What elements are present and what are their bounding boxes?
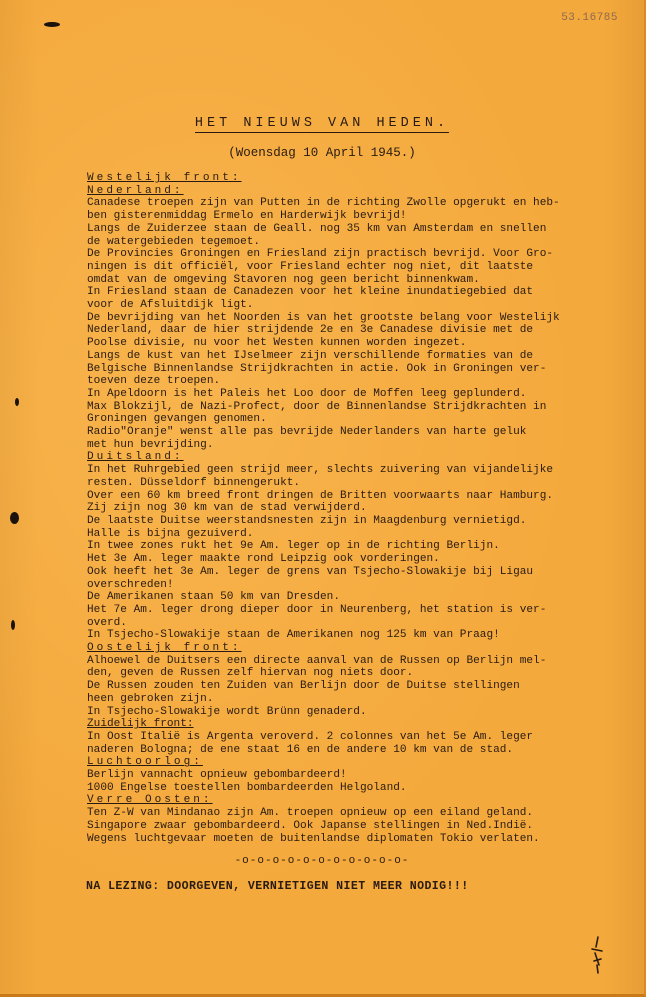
news-line: Max Blokzijl, de Nazi-Profect, door de Binnenlandse Strijdkrachten in xyxy=(87,400,547,413)
news-line: Ten Z-W van Mindanao zijn Am. troepen opnieuw op een eiland geland. xyxy=(87,807,534,820)
news-line: Het 3e Am. leger maakte rond Leipzig ook vorderingen. xyxy=(87,553,440,566)
news-line: In Oost Italië is Argenta veroverd. 2 colonnes van het 5e Am. leger xyxy=(87,730,534,743)
news-line: Belgische Binnenlandse Strijdkrachten in actie. Ook in Groningen ver- xyxy=(87,362,547,375)
news-line: Wegens luchtgevaar moeten de buitenlandse diplomaten Tokio verlaten. xyxy=(87,832,540,845)
footer-warning: NA LEZING: DOORGEVEN, VERNIETIGEN NIET MEER NODIG!!! xyxy=(86,880,469,893)
news-line: De Amerikanen staan 50 km van Dresden. xyxy=(87,591,340,604)
section-heading: Oostelijk front: xyxy=(87,642,242,655)
news-line: De Russen zouden ten Zuiden van Berlijn door de Duitse stellingen xyxy=(87,680,520,693)
news-line: Alhoewel de Duitsers een directe aanval van de Russen op Berlijn mel- xyxy=(87,654,547,667)
ink-speck xyxy=(15,398,19,406)
news-line: 1000 Engelse toestellen bombardeerden Helgoland. xyxy=(87,781,407,794)
news-line: voor de Afsluitdijk ligt. xyxy=(87,299,254,312)
news-line: overschreden! xyxy=(87,578,174,591)
news-line: toeven deze troepen. xyxy=(87,375,221,388)
news-line: den, geven de Russen zelf hiervan nog niets door. xyxy=(87,667,414,680)
news-line: heen gebroken zijn. xyxy=(87,692,214,705)
news-line: resten. Düsseldorf binnengerukt. xyxy=(87,476,301,489)
date-line: (Woensdag 10 April 1945.) xyxy=(228,146,416,160)
news-line: De laatste Duitse weerstandsnesten zijn in Maagdenburg vernietigd. xyxy=(87,514,527,527)
section-heading: Westelijk front: xyxy=(87,172,242,184)
news-line: omdat van de omgeving Stavoren nog geen bericht binnenkwam. xyxy=(87,273,480,286)
ink-speck xyxy=(11,620,15,630)
news-line: Het 7e Am. leger drong dieper door in Neurenberg, het station is ver- xyxy=(87,603,547,616)
news-line: Radio"Oranje" wenst alle pas bevrijde Nederlanders van harte geluk xyxy=(87,426,527,439)
ink-speck xyxy=(44,22,60,27)
news-line: Langs de Zuiderzee staan de Geall. nog 35 km van Amsterdam en snellen xyxy=(87,222,547,235)
page-title xyxy=(0,116,644,131)
pencil-mark xyxy=(586,935,608,975)
news-line: Zij zijn nog 30 km van de stad verwijderd. xyxy=(87,502,367,515)
archive-number: 53.16785 xyxy=(561,12,618,24)
section-heading: Luchtoorlog: xyxy=(87,756,203,769)
news-body xyxy=(87,172,637,845)
news-line: overd. xyxy=(87,616,127,629)
news-line: De bevrijding van het Noorden is van het grootste belang voor Westelijk xyxy=(87,311,560,324)
news-line: naderen Bologna; de ene staat 16 en de andere 10 km van de stad. xyxy=(87,743,514,756)
news-line: In Apeldoorn is het Paleis het Loo door de Moffen leeg geplunderd. xyxy=(87,387,527,400)
news-line: Over een 60 km breed front dringen de Britten voorwaarts naar Hamburg. xyxy=(87,489,554,502)
section-heading: Zuidelijk front: xyxy=(87,718,194,731)
news-line: ben gisterenmiddag Ermelo en Harderwijk bevrijd! xyxy=(87,210,407,223)
news-line: de watergebieden tegemoet. xyxy=(87,235,261,248)
news-line: In Tsjecho-Slowakije wordt Brünn genaderd. xyxy=(87,705,367,718)
page-title-text: HET NIEUWS VAN HEDEN. xyxy=(194,116,450,131)
news-line: Poolse divisie, nu voor het Westen kunnen worden ingezet. xyxy=(87,337,467,350)
section-heading: Verre Oosten: xyxy=(87,794,213,807)
news-line: Berlijn vannacht opnieuw gebombardeerd! xyxy=(87,769,347,782)
news-line: met hun bevrijding. xyxy=(87,438,214,451)
news-line: Ook heeft het 3e Am. leger de grens van Tsjecho-Slowakije bij Ligau xyxy=(87,565,534,578)
news-line: ningen is dit officiël, voor Friesland echter nog niet, dit laatste xyxy=(87,260,534,273)
section-heading: Duitsland: xyxy=(87,451,184,464)
news-line: Nederland, daar de hier strijdende 2e en 3e Canadese divisie met de xyxy=(87,324,534,337)
news-line: In twee zones rukt het 9e Am. leger op in de richting Berlijn. xyxy=(87,540,500,553)
news-line: In Tsjecho-Slowakije staan de Amerikanen nog 125 km van Praag! xyxy=(87,629,500,642)
ink-speck xyxy=(10,512,19,524)
section-heading: Nederland: xyxy=(87,184,184,197)
news-line: In het Ruhrgebied geen strijd meer, slechts zuivering van vijandelijke xyxy=(87,464,554,477)
news-line: Langs de kust van het IJselmeer zijn verschillende formaties van de xyxy=(87,349,534,362)
divider: -o-o-o-o-o-o-o-o-o-o-o- xyxy=(234,855,410,867)
news-line: De Provincies Groningen en Friesland zijn practisch bevrijd. Voor Gro- xyxy=(87,248,554,261)
news-line: In Friesland staan de Canadezen voor het kleine inundatiegebied dat xyxy=(87,286,534,299)
news-line: Canadese troepen zijn van Putten in de richting Zwolle opgerukt en heb- xyxy=(87,197,560,210)
news-line: Groningen gevangen genomen. xyxy=(87,413,267,426)
news-line: Singapore zwaar gebombardeerd. Ook Japanse stellingen in Ned.Indië. xyxy=(87,819,534,832)
news-line: Halle is bijna gezuiverd. xyxy=(87,527,254,540)
